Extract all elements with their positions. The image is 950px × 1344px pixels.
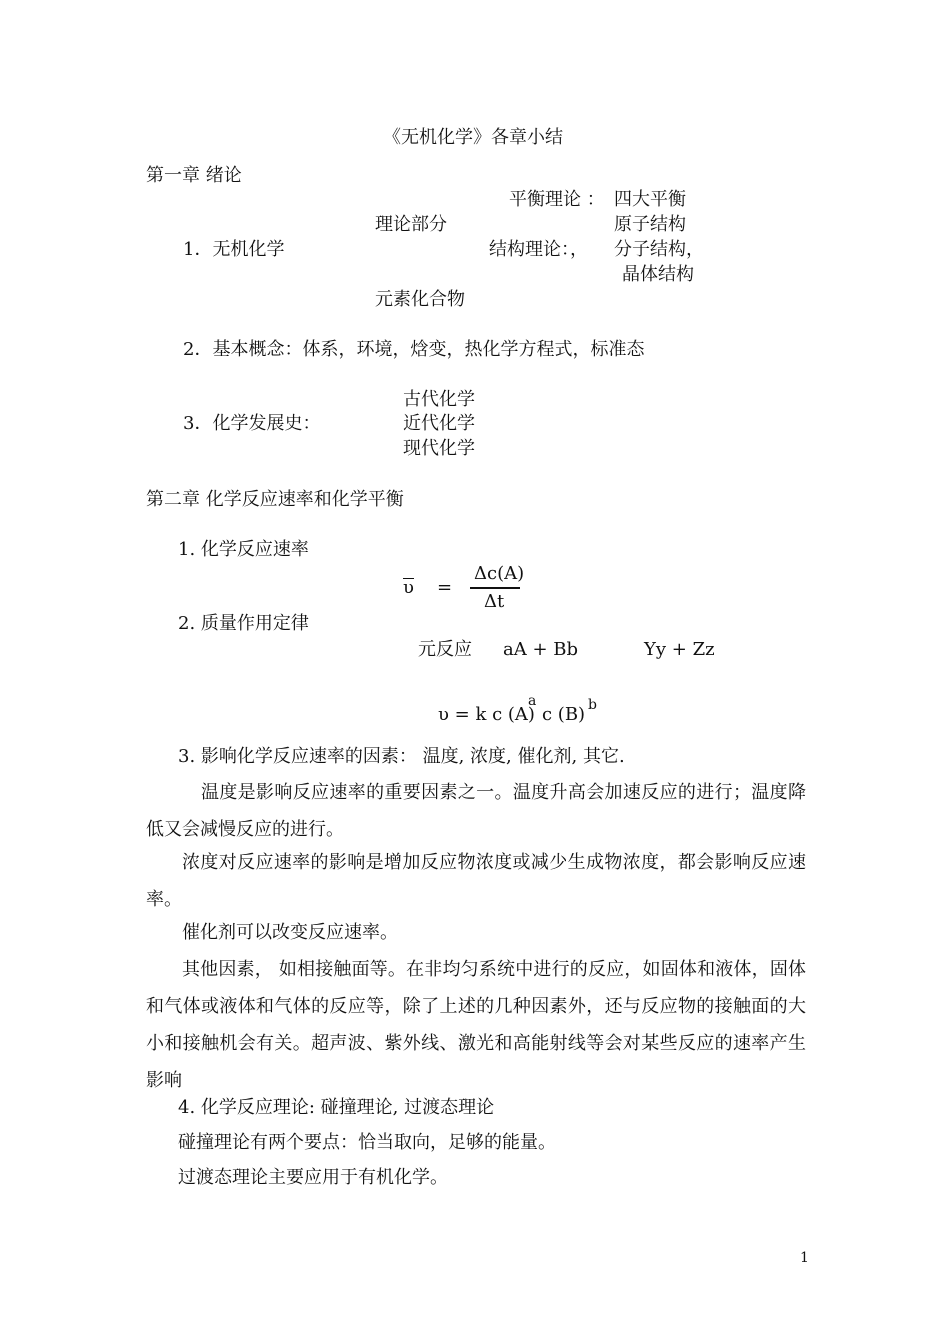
paragraph-catalyst: 催化剂可以改变反应速率。 (182, 922, 398, 943)
fraction-bar (470, 587, 520, 589)
paragraph-other-factors: 其他因素， 如相接触面等。在非均匀系统中进行的反应，如固体和液体，固体和气体或液体和气体的反应等，除了上述的几种因素外，还与反应物的接触面的大小和接触机会有关。超声波、紫外线、激光和高能射线等会对某些反应的速率产生影响 (146, 959, 806, 1091)
collision-theory: 碰撞理论有两个要点：恰当取向，足够的能量。 (178, 1132, 556, 1153)
ch2-item4: 4. 化学反应理论: 碰撞理论, 过渡态理论 (178, 1097, 495, 1118)
chapter-2-heading: 第二章 化学反应速率和化学平衡 (146, 489, 404, 510)
ch1-item3-label: 3．化学发展史： (183, 413, 321, 434)
ancient-chemistry: 古代化学 (403, 389, 475, 410)
page-number: 1 (800, 1250, 809, 1266)
ch2-item2: 2. 质量作用定律 (178, 613, 309, 634)
structure-theory: 结构理论：， (489, 239, 588, 260)
transition-state-theory: 过渡态理论主要应用于有机化学。 (178, 1167, 448, 1188)
ch1-item1-label: 1．无机化学 (183, 239, 285, 260)
element-compounds: 元素化合物 (375, 289, 465, 310)
molecular-structure: 分子结构， (614, 239, 704, 260)
reactants: aA + Bb (503, 639, 579, 660)
atomic-structure: 原子结构 (614, 214, 686, 235)
modern-chemistry: 现代化学 (403, 438, 475, 459)
rate-equals: = (437, 577, 453, 598)
rate-numerator: Δc(A) (474, 563, 525, 584)
elementary-reaction-label: 元反应 (418, 639, 472, 660)
paragraph-concentration: 浓度对反应速率的影响是增加反应物浓度或减少生成物浓度，都会影响反应速率。 (146, 852, 806, 910)
ch2-item1: 1. 化学反应速率 (178, 539, 309, 560)
chapter-1-heading: 第一章 绪论 (146, 165, 242, 186)
mass-action-law: υ = k c (A) (438, 704, 535, 725)
theory-part: 理论部分 (375, 214, 447, 235)
concentration-b: c (B) (542, 704, 586, 725)
paragraph-temperature: 温度是影响反应速率的重要因素之一。温度升高会加速反应的进行；温度降低又会减慢反应的进行。 (146, 782, 806, 840)
rate-symbol: υ (403, 577, 414, 598)
ch1-item2: 2．基本概念：体系，环境，焓变，热化学方程式，标准态 (183, 339, 645, 360)
products: Yy + Zz (644, 639, 715, 660)
document-title: 《无机化学》各章小结 (383, 127, 563, 148)
early-modern-chemistry: 近代化学 (403, 413, 475, 434)
four-balances: 四大平衡 (614, 189, 686, 210)
exponent-b: b (588, 697, 597, 713)
rate-denominator: Δt (484, 591, 505, 612)
ch2-item3: 3. 影响化学反应速率的因素： 温度, 浓度, 催化剂, 其它. (178, 746, 625, 767)
crystal-structure: 晶体结构 (622, 264, 694, 285)
balance-theory: 平衡理论 ： (509, 189, 605, 210)
exponent-a: a (528, 693, 537, 709)
